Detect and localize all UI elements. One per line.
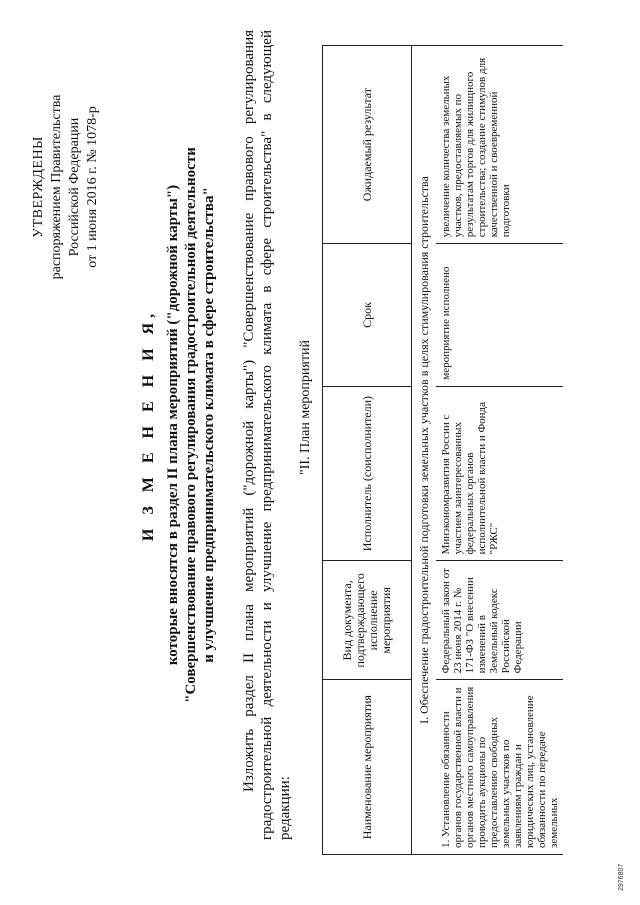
cell-deadline: мероприятие исполнено (436, 244, 563, 387)
heading-line-3: и улучшение предпринимательского климата в сфере строительства" (201, 187, 217, 663)
header-executor: Исполнитель (соисполнители) (323, 386, 412, 561)
heading-line-1: которые вносятся в раздел II плана мероприятий ("дорожной карты") (165, 184, 181, 666)
heading-line-2: "Совершенствование правового регулирования градостроительной деятельности (183, 147, 199, 703)
plan-table (322, 45, 563, 855)
intro-paragraph: Изложить раздел II плана мероприятий ("дорожной карты") "Совершенствование правового регулирования градостроительной деятельности и улучшение предпринимательского климата в сфере строительства" в следующей редакции: (241, 30, 293, 840)
section-title: I. Обеспечение градостроительной подготовки земельных участков в целях стимулирования строительства (412, 46, 437, 855)
document-heading (140, 105, 218, 745)
heading-subtitle (164, 105, 218, 745)
header-deadline: Срок (323, 244, 412, 387)
header-document-type: Вид документа, подтверждающего исполнение мероприятия (323, 561, 412, 680)
table-header-row (323, 46, 412, 855)
cell-document-type: Федеральный закон от 23 июня 2014 г. № 171-ФЗ "О внесении изменений в Земельный кодекс Российской Федерации (436, 561, 563, 680)
table-section-row (412, 46, 437, 855)
heading-title: И З М Е Н Е Н И Я, (140, 308, 157, 542)
plan-title: "II. План мероприятий (298, 340, 313, 475)
cell-executor: Минэкономразвития России с участием заинтересованных федеральных органов исполнительной власти и Фонда "РЖС" (436, 386, 563, 561)
header-activity-name: Наименование мероприятия (323, 680, 412, 855)
document-code: 2976807 (618, 863, 625, 891)
approval-line-2: Российской Федерации (67, 117, 82, 257)
cell-activity-name: 1. Установление обязанности органов государственной власти и органов местного самоуправления проводить аукционы по предоставлению свободных земельных участков по заявлениям граждан и юридических лиц, установление обязанности по передаче земельных (436, 680, 563, 855)
header-expected-result: Ожидаемый результат (323, 46, 412, 244)
approval-line-3: от 1 июня 2016 г. № 1078-р (85, 106, 100, 268)
approval-line-1: распоряжением Правительства (49, 94, 64, 280)
approval-stamp (30, 42, 102, 332)
approval-title: УТВЕРЖДЕНЫ (31, 136, 46, 238)
table-row (436, 46, 563, 855)
cell-expected-result: увеличение количества земельных участков, предоставляемых по результатам торгов для жилищного строительства; создание стимулов для качественной и своевременной подготовки (436, 46, 563, 244)
